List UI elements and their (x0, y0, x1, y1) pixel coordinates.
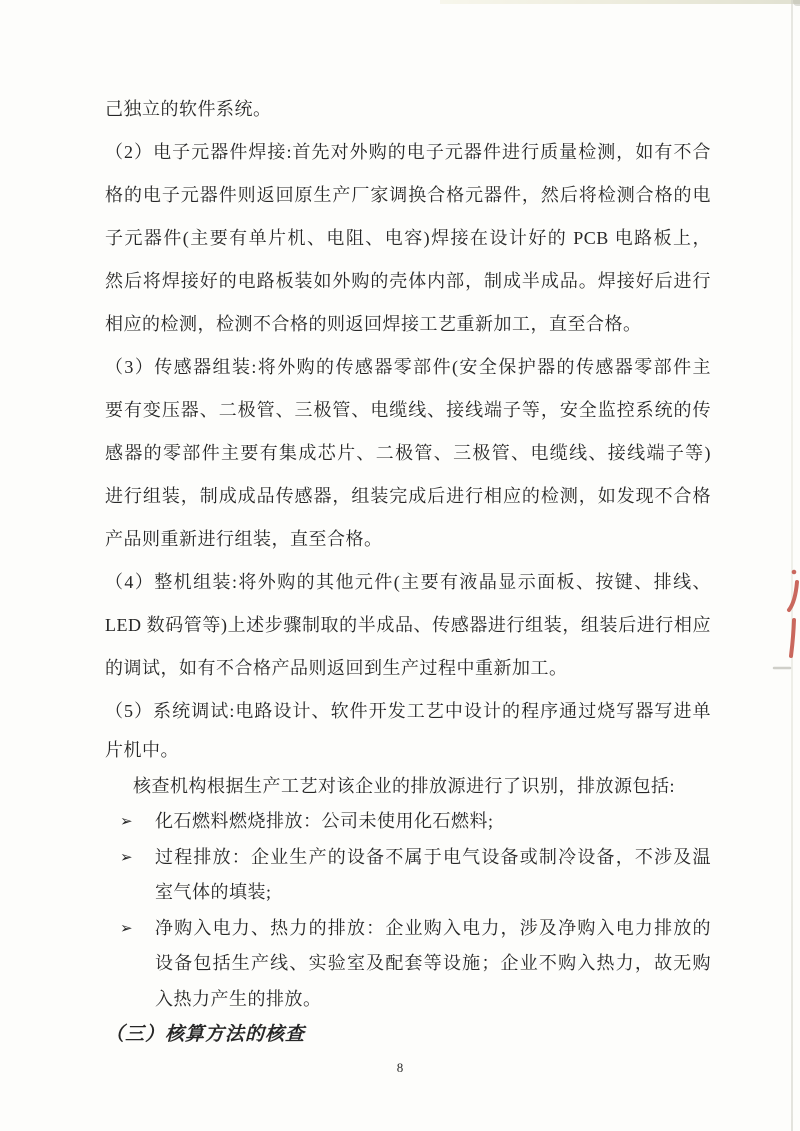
paragraph-line: 感器的零部件主要有集成芯片、二极管、三极管、电缆线、接线端子等) (105, 443, 711, 463)
paragraph-line: （4）整机组装:将外购的其他元件(主要有液晶显示面板、按键、排线、 (105, 572, 711, 592)
list-item-continuation: 入热力产生的排放。 (155, 988, 322, 1009)
paragraph-line: 产品则重新进行组装，直至合格。 (105, 529, 383, 549)
paragraph-line: 己独立的软件系统。 (105, 99, 272, 119)
scan-top-edge-artifact (440, 0, 800, 4)
paragraph-line: 片机中。 (105, 740, 179, 760)
arrow-bullet-icon: ➢ (120, 918, 133, 937)
paragraph-line: 核查机构根据生产工艺对该企业的排放源进行了识别，排放源包括: (133, 775, 675, 796)
paragraph-line: （3）传感器组装:将外购的传感器零部件(安全保护器的传感器零部件主 (105, 357, 711, 377)
scan-corner-speck (793, 0, 800, 6)
list-item: 过程排放：企业生产的设备不属于电气设备或制冷设备，不涉及温 ➢ (105, 840, 711, 876)
red-pen-mark (770, 558, 800, 683)
paragraph-line: （5）系统调试:电路设计、软件开发工艺中设计的程序通过烧写器写进单 (105, 701, 711, 721)
arrow-bullet-icon: ➢ (120, 812, 133, 830)
paragraph-line: 相应的检测，检测不合格的则返回焊接工艺重新加工，直至合格。 (105, 314, 642, 334)
list-item-continuation: 设备包括生产线、实验室及配套等设施；企业不购入热力，故无购 (155, 953, 711, 973)
section-heading: （三）核算方法的核查 (105, 1024, 306, 1045)
paragraph-line: 要有变压器、二极管、三极管、电缆线、接线端子等，安全监控系统的传 (105, 400, 711, 420)
list-item: 净购入电力、热力的排放：企业购入电力，涉及净购入电力排放的 ➢ (105, 911, 711, 947)
paragraph-line: 然后将焊接好的电路板装如外购的壳体内部，制成半成品。焊接好后进行 (105, 271, 711, 291)
document-text-block (105, 88, 711, 1053)
paragraph-line: 进行组装，制成成品传感器，组装完成后进行相应的检测，如发现不合格 (105, 486, 711, 506)
paragraph-line: 的调试，如有不合格产品则返回到生产过程中重新加工。 (105, 658, 568, 678)
paragraph-line: 子元器件(主要有单片机、电阻、电容)焊接在设计好的 PCB 电路板上， (105, 228, 711, 248)
page-number: 8 (396, 1060, 404, 1075)
arrow-bullet-icon: ➢ (120, 847, 133, 866)
list-item: 化石燃料燃烧排放：公司未使用化石燃料; ➢ (105, 804, 711, 840)
page-footer (0, 1060, 800, 1082)
paragraph-line: （2）电子元器件焊接:首先对外购的电子元器件进行质量检测，如有不合 (105, 142, 711, 162)
paragraph-line: LED 数码管等)上述步骤制取的半成品、传感器进行组装，组装后进行相应 (105, 615, 711, 635)
paragraph-line: 格的电子元器件则返回原生产厂家调换合格元器件，然后将检测合格的电 (105, 185, 711, 205)
list-item-continuation: 室气体的填装; (155, 882, 272, 902)
